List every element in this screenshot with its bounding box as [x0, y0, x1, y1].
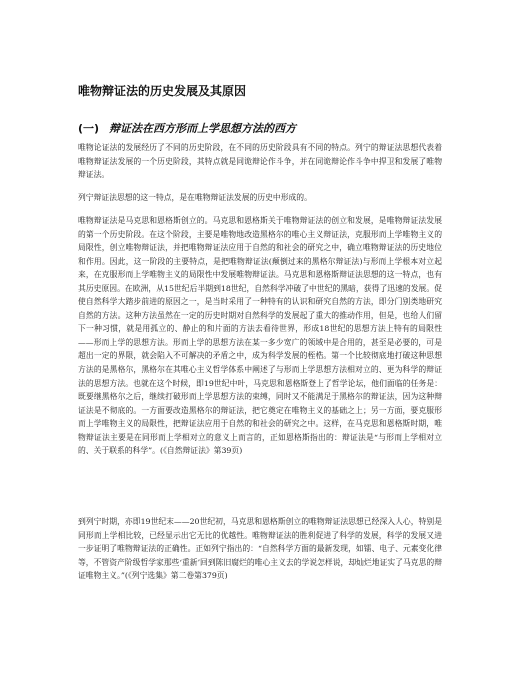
paragraph: 唯物辩证法是马克思和恩格斯创立的。马克思和恩格斯关于唯物辩证法的创立和发展，是唯物辩证法发展的第一个历史阶段。在这个阶段，主要是唯物地改造黑格尔的唯心主义辩证法，克服形而上学唯物主义的局限性，创立唯物辩证法，并把唯物辩证法应用于自然的和社会的研究之中，确立唯物辩证法的历史地位和作用。因此，这一阶段的主要特点，是把唯物辩证法(颠倒过来的黑格尔辩证法)与形而上学根本对立起来，在克服形而上学唯物主义的局限性中发展唯物辩证法。马克思和恩格斯辩证法思想的这一特点，也有其历史原因。在欧洲，从15世纪后半期到18世纪，自然科学冲破了中世纪的黑暗，获得了迅速的发展。促使自然科学大踏步前进的原因之一，是当时采用了一种特有的认识和研究自然的方法，即分门别类地研究自然的方法。这种方法虽然在一定的历史时期对自然科学的发展起了重大的推动作用，但是，也给人们留下一种习惯，就是用孤立的、静止的和片面的方法去看待世界，形成18世纪的思想方法上特有的局限性——形而上学的思想方法。形而上学的思想方法在某一多少宽广的领域中是合用的，甚至是必要的，可是超出一定的界限，就会陷入不可解决的矛盾之中，成为科学发展的桎梏。第一个比较彻底地打破这种思想方法的是黑格尔，黑格尔在其唯心主义哲学体系中阐述了与形而上学思想方法相对立的、更为科学的辩证法的思想方法。也就在这个时候，即19世纪中叶，马克思和恩格斯登上了哲学论坛，他们面临的任务是：既要继黑格尔之后，继续打破形而上学思想方法的束缚，同时又不能满足于黑格尔的辩证法，因为这种辩证法是不彻底的。一方面要改造黑格尔的辩证法，把它奠定在唯物主义的基础之上；另一方面，要克服形而上学唯物主义的局限性，把辩证法应用于自然的和社会的研究之中。这样，在马克思和恩格斯时期，唯物辩证法主要是在同形而上学相对立的意义上而言的，正如恩格斯指出的：辩证法是“与形而上学相对立的、关于联系的科学”。(《自然辩证法》第39页) — [78, 216, 442, 456]
section-heading-text: 辩证法在西方形而上学思想方法的西方 — [109, 122, 297, 135]
section-heading — [78, 120, 296, 136]
paragraph: 到列宁时期，亦即19世纪末——20世纪初，马克思和恩格斯创立的唯物辩证法思想已经深入人心，特别是同形而上学相比较，已经显示出它无比的优越性。唯物辩证法的胜利促进了科学的发展，科学的发展又进一步证明了唯物辩证法的正确性。正如列宁指出的：“自然科学方面的最新发现，如镭、电子、元素变化律等，不管资产阶级哲学家那些‘重新’回到陈旧腐烂的唯心主义去的学说怎样说，却灿烂地证实了马克思的辩证唯物主义。”(《列宁选集》第二卷第379页) — [78, 517, 442, 581]
paragraph: 列宁辩证法思想的这一特点，是在唯物辩证法发展的历史中形成的。 — [78, 193, 312, 202]
paragraph: 唯物论证法的发展经历了不同的历史阶段，在不同的历史阶段具有不同的特点。列宁的辩证法思想代表着唯物辩证法发展的一个历史阶段，其特点就是同诡辩论作斗争，并在同诡辩论作斗争中捍卫和发展了唯物辩证法。 — [78, 143, 442, 180]
page-title: 唯物辩证法的历史发展及其原因 — [78, 84, 247, 98]
section-number: (一) — [78, 122, 100, 135]
